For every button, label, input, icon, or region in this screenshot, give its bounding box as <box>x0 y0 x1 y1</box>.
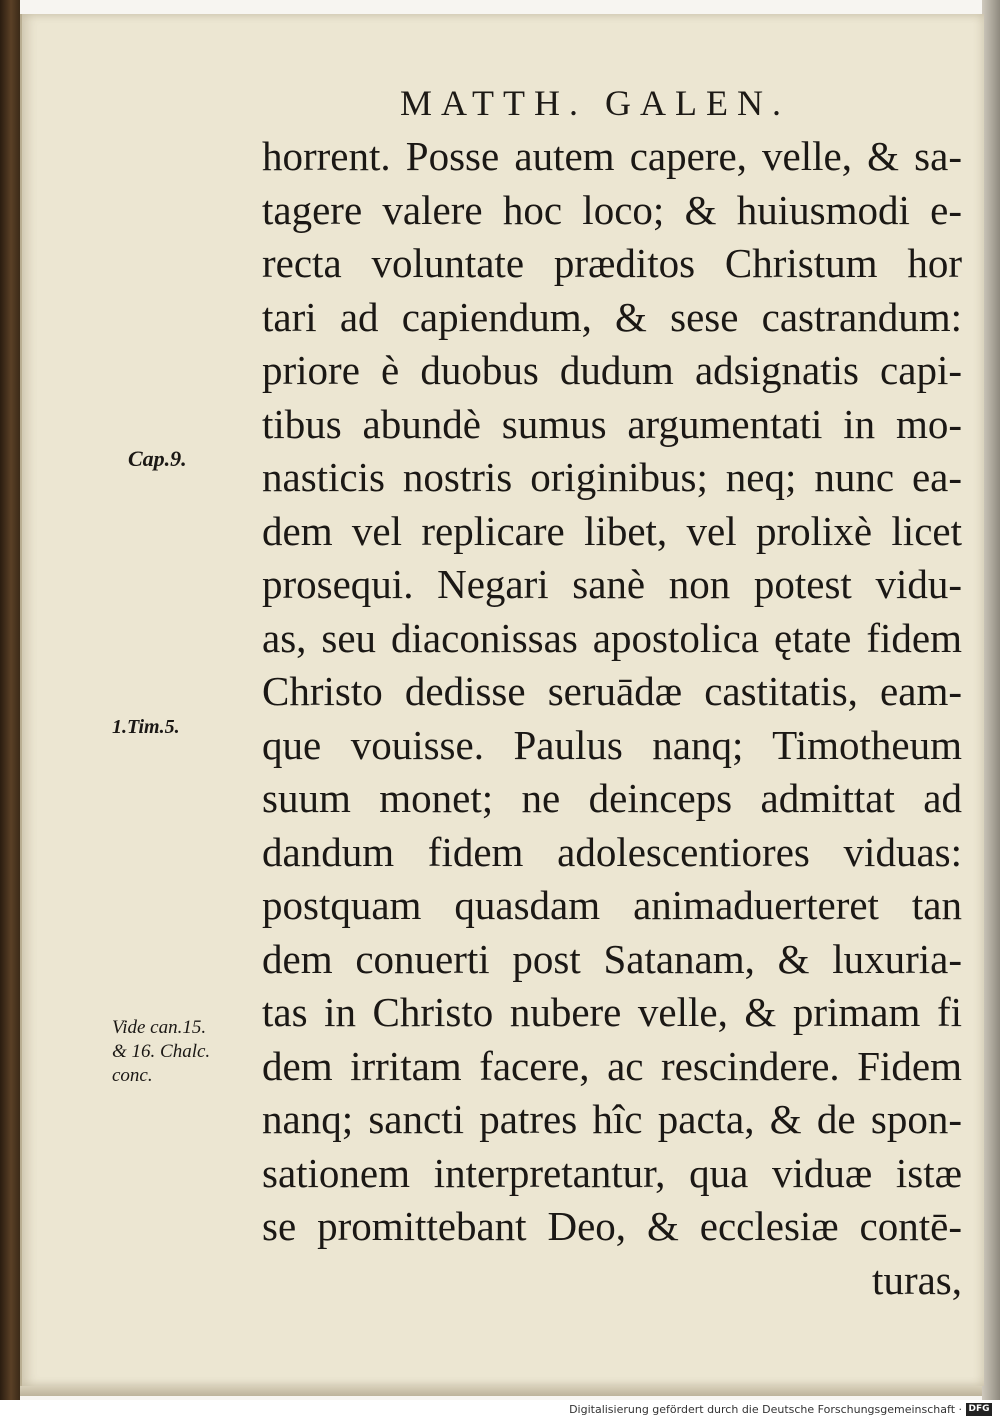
margin-note-line: conc. <box>112 1065 153 1086</box>
text-line: nasticis nostris originibus; neq; nunc ea- <box>262 454 962 500</box>
text-line: sationem interpretantur, qua viduæ istæ <box>262 1149 962 1196</box>
text-line: Christo dedisse seruādæ castitatis, eam- <box>262 668 962 714</box>
margin-note-line: & 16. Chalc. <box>112 1041 211 1062</box>
running-head: MATTH. GALEN. <box>400 83 790 123</box>
text-line: as, seu diaconissas apostolica ętate fidem <box>262 614 962 661</box>
binding-right-edge <box>982 0 1000 1400</box>
text-line: postquam quasdam animaduerteret tan <box>262 882 962 928</box>
text-line: tibus abundè sumus argumentati in mo- <box>262 400 962 447</box>
dfg-logo: DFG <box>966 1403 992 1416</box>
text-line: recta voluntate præditos Christum hor <box>262 240 962 286</box>
text-line: suum monet; ne deinceps admittat ad <box>262 775 962 821</box>
text-line: que vouisse. Paulus nanq; Timotheum <box>262 721 962 768</box>
margin-note-chalcedon <box>112 1016 210 1088</box>
text-line: dem vel replicare libet, vel prolixè licet <box>262 507 962 554</box>
binding-left-edge <box>0 0 20 1400</box>
text-line: priore è duobus dudum adsignatis capi- <box>262 347 962 393</box>
margin-note-line: Vide can.15. <box>112 1017 207 1038</box>
text-line: tas in Christo nubere velle, & primam fi <box>262 989 962 1035</box>
text-line: nanq; sancti patres hîc pacta, & de spon- <box>262 1096 962 1142</box>
text-line: prosequi. Negari sanè non potest vidu- <box>262 561 962 607</box>
body-text <box>262 130 962 1307</box>
page-bottom-edge <box>20 1386 982 1396</box>
text-line: horrent. Posse autem capere, velle, & sa- <box>262 133 962 179</box>
text-line: dem irritam facere, ac rescindere. Fidem <box>262 1042 962 1089</box>
margin-note-timothy: 1.Tim.5. <box>112 716 180 738</box>
text-line: tagere valere hoc loco; & huiusmodi e- <box>262 186 962 233</box>
text-line: se promittebant Deo, & ecclesiæ contē- <box>262 1203 962 1249</box>
funding-credit: Digitalisierung gefördert durch die Deutsche Forschungsgemeinschaft · <box>569 1403 962 1416</box>
catchword: turas, <box>872 1256 962 1303</box>
margin-note-cap: Cap.9. <box>128 446 187 471</box>
text-line: dandum fidem adolescentiores viduas: <box>262 828 962 875</box>
text-line: dem conuerti post Satanam, & luxuria- <box>262 935 962 982</box>
text-line: tari ad capiendum, & sese castrandum: <box>262 293 962 340</box>
